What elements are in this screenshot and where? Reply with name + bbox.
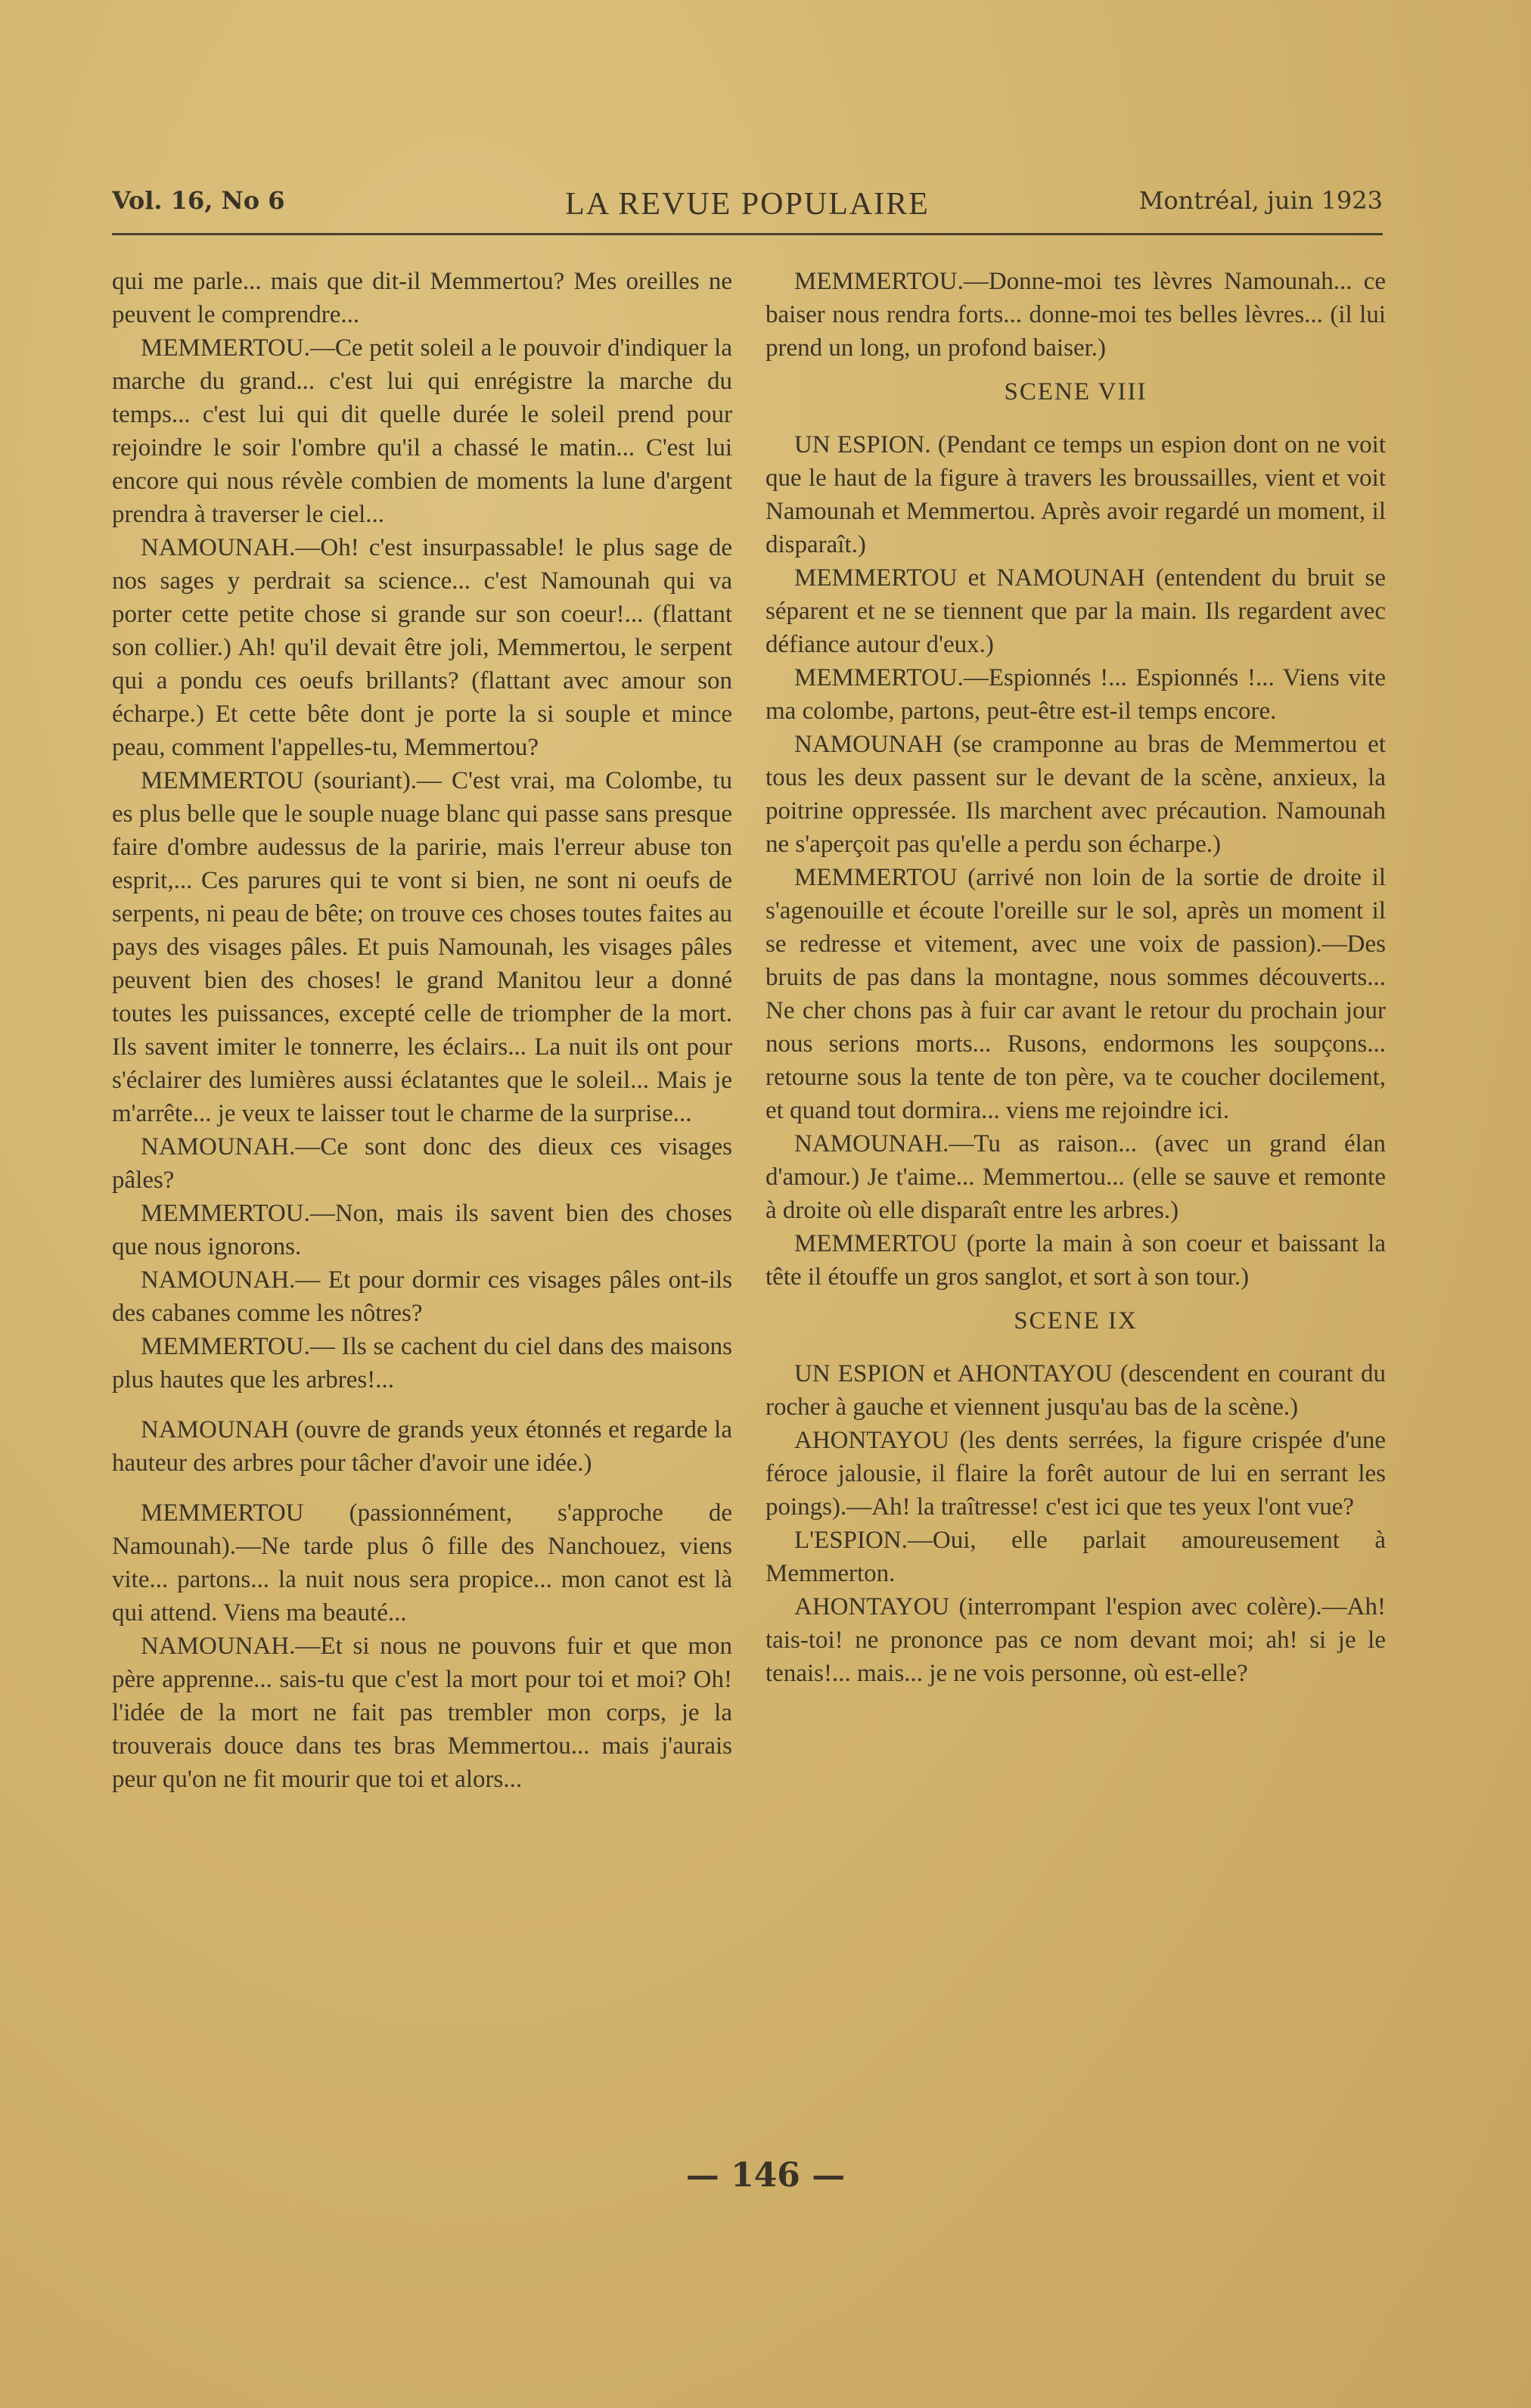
paragraph: NAMOUNAH.—Tu as raison... (avec un grand élan d'amour.) Je t'aime... Memmertou... (elle se sauve et remonte à droite où elle disparaît entre les arbres.) xyxy=(766,1130,1386,1224)
scene-heading-viii: SCENE VIII xyxy=(1004,378,1147,405)
paragraph: MEMMERTOU.—Ce petit soleil a le pouvoir d'indiquer la marche du grand... c'est lui qui enrégistre la marche du temps... c'est lui qui dit quelle durée le soleil prend pour rejoindre le soir l'ombre qu'il a chassé le matin... C'est lui encore qui nous révèle combien de moments la lune d'argent prendra à traverser le ciel... xyxy=(112,334,732,528)
paragraph: AHONTAYOU (les dents serrées, la figure crispée d'une féroce jalousie, il flaire la forêt autour de lui en serrant les poings).—Ah! la traîtresse! c'est ici que tes yeux l'ont vue? xyxy=(766,1427,1386,1521)
paragraph: MEMMERTOU (passionnément, s'approche de Namounah).—Ne tarde plus ô fille des Nanchouez, viens vite... partons... la nuit nous sera propice... mon canot est là qui attend. Viens ma beauté... xyxy=(112,1499,732,1627)
paragraph: MEMMERTOU (porte la main à son coeur et baissant la tête il étouffe un gros sanglot, et sort à son tour.) xyxy=(766,1230,1386,1291)
right-column xyxy=(766,265,1386,1690)
paragraph: MEMMERTOU.— Ils se cachent du ciel dans des maisons plus hautes que les arbres!... xyxy=(112,1333,732,1394)
header-rule xyxy=(112,233,1383,235)
page-header xyxy=(112,182,1383,227)
page-number: — 146 — xyxy=(685,2156,846,2195)
volume-number: Vol. 16, No 6 xyxy=(112,186,285,215)
paragraph: MEMMERTOU et NAMOUNAH (entendent du bruit se séparent et ne se tiennent que par la main. Ils regardent avec défiance autour d'eux.) xyxy=(766,564,1386,658)
paragraph: UN ESPION. (Pendant ce temps un espion dont on ne voit que le haut de la figure à travers les broussailles, vient et voit Namounah et Memmertou. Après avoir regardé un moment, il disparaît.) xyxy=(766,431,1386,558)
paragraph: MEMMERTOU (souriant).— C'est vrai, ma Colombe, tu es plus belle que le souple nuage blanc qui passe sans presque faire d'ombre audessus de la paririe, mais l'erreur abuse ton esprit,... Ces parures qui te vont si bien, ne sont ni oeufs de serpents, ni peau de bête; on trouve ces choses toutes faites au pays des visages pâles. Et puis Namounah, les visages pâles peuvent bien des choses! le grand Manitou leur a donné toutes les puissances, excepté celle de triompher de la mort. Ils savent imiter le tonnerre, les éclairs... La nuit ils ont pour s'éclairer des lumières aussi éclatantes que le soleil... Mais je m'arrête... je veux te laisser tout le charme de la surprise... xyxy=(112,767,732,1127)
paragraph: NAMOUNAH (ouvre de grands yeux étonnés et regarde la hauteur des arbres pour tâcher d'avoir une idée.) xyxy=(112,1416,732,1477)
paragraph: MEMMERTOU (arrivé non loin de la sortie de droite il s'agenouille et écoute l'oreille sur le sol, après un moment il se redresse et vitement, avec une voix de passion).—Des bruits de pas dans la montagne, nous sommes découverts... Ne cher chons pas à fuir car avant le retour du prochain jour nous serions morts... Rusons, endormons les soupçons... retourne sous la tente de ton père, va te coucher docilement, et quand tout dormira... viens me rejoindre ici. xyxy=(766,864,1386,1124)
paragraph: qui me parle... mais que dit-il Memmertou? Mes oreilles ne peuvent le comprendre... xyxy=(112,268,732,328)
paragraph: MEMMERTOU.—Donne-moi tes lèvres Namounah... ce baiser nous rendra forts... donne-moi tes belles lèvres... (il lui prend un long, un profond baiser.) xyxy=(766,268,1386,362)
paragraph: NAMOUNAH.—Et si nous ne pouvons fuir et que mon père apprenne... sais-tu que c'est la mort pour toi et moi? Oh! l'idée de la mort ne fait pas trembler mon corps, je la trouverais douce dans tes bras Memmertou... mais j'aurais peur qu'on ne fit mourir que toi et alors... xyxy=(112,1633,732,1793)
place-date: Montréal, juin 1923 xyxy=(1138,186,1383,215)
paragraph: NAMOUNAH.—Ce sont donc des dieux ces visages pâles? xyxy=(112,1133,732,1194)
paragraph: NAMOUNAH.— Et pour dormir ces visages pâles ont-ils des cabanes comme les nôtres? xyxy=(112,1266,732,1327)
paragraph: L'ESPION.—Oui, elle parlait amoureusement à Memmerton. xyxy=(766,1527,1386,1587)
paragraph: NAMOUNAH.—Oh! c'est insurpassable! le plus sage de nos sages y perdrait sa science... c'est Namounah qui va porter cette petite chose si grande sur son coeur!... (flattant son collier.) Ah! qu'il devait être joli, Memmertou, le serpent qui a pondu ces oeufs brillants? (flattant avec amour son écharpe.) Et cette bête dont je porte la si souple et mince peau, comment l'appelles-tu, Memmertou? xyxy=(112,534,732,761)
paragraph: NAMOUNAH (se cramponne au bras de Memmertou et tous les deux passent sur le devant de la scène, anxieux, la poitrine oppressée. Ils marchent avec précaution. Namounah ne s'aperçoit pas qu'elle a perdu son écharpe.) xyxy=(766,731,1386,858)
paragraph: AHONTAYOU (interrompant l'espion avec colère).—Ah! tais-toi! ne prononce pas ce nom devant moi; ah! si je le tenais!... mais... je ne vois personne, où est-elle? xyxy=(766,1593,1386,1687)
paragraph: MEMMERTOU.—Espionnés !... Espionnés !... Viens vite ma colombe, partons, peut-être est-il temps encore. xyxy=(766,664,1386,725)
paragraph: MEMMERTOU.—Non, mais ils savent bien des choses que nous ignorons. xyxy=(112,1200,732,1260)
paragraph: UN ESPION et AHONTAYOU (descendent en courant du rocher à gauche et viennent jusqu'au bas de la scène.) xyxy=(766,1360,1386,1421)
left-column xyxy=(112,265,732,1796)
journal-title: LA REVUE POPULAIRE xyxy=(565,187,930,222)
scene-heading-ix: SCENE IX xyxy=(1014,1307,1138,1334)
